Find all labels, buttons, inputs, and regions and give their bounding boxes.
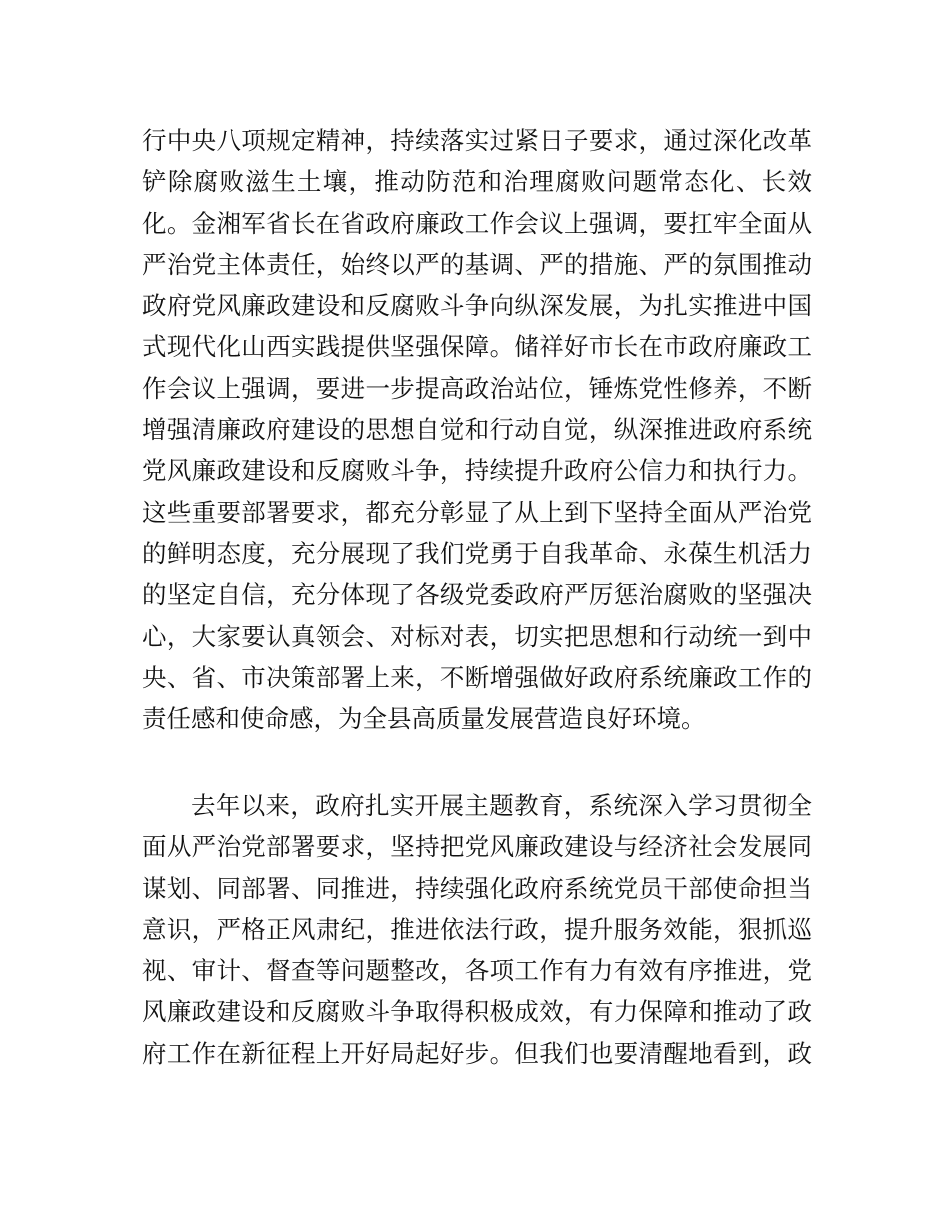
text-line: 作会议上强调，要进一步提高政治站位，锤炼党性修养，不断 (142, 373, 812, 403)
text-line: 式现代化山西实践提供坚强保障。储祥好市长在市政府廉政工 (142, 332, 812, 362)
text-line: 行中央八项规定精神，持续落实过紧日子要求，通过深化改革 (142, 126, 812, 155)
paragraph (142, 785, 812, 1074)
text-line: 政府党风廉政建设和反腐败斗争向纵深发展，为扎实推进中国 (142, 291, 812, 321)
paragraph (142, 120, 812, 739)
text-line: 视、审计、督查等问题整改，各项工作有力有效有序推进，党 (142, 956, 812, 986)
text-line: 去年以来，政府扎实开展主题教育，系统深入学习贯彻全 (191, 791, 812, 820)
text-line: 心，大家要认真领会、对标对表，切实把思想和行动统一到中 (142, 621, 812, 651)
text-line: 的坚定自信，充分体现了各级党委政府严厉惩治腐败的坚强决 (142, 580, 812, 610)
text-line: 的鲜明态度，充分展现了我们党勇于自我革命、永葆生机活力 (142, 538, 812, 568)
text-line: 意识，严格正风肃纪，推进依法行政，提升服务效能，狠抓巡 (142, 914, 812, 944)
text-line: 这些重要部署要求，都充分彰显了从上到下坚持全面从严治党 (142, 497, 812, 527)
text-line: 面从严治党部署要求，坚持把党风廉政建设与经济社会发展同 (142, 832, 812, 862)
text-line: 央、省、市决策部署上来，不断增强做好政府系统廉政工作的 (142, 662, 812, 692)
text-line: 严治党主体责任，始终以严的基调、严的措施、严的氛围推动 (142, 249, 812, 279)
text-line: 铲除腐败滋生土壤，推动防范和治理腐败问题常态化、长效 (142, 167, 812, 197)
text-line: 化。金湘军省长在省政府廉政工作会议上强调，要扛牢全面从 (142, 208, 812, 238)
text-line: 府工作在新征程上开好局起好步。但我们也要清醒地看到，政 (142, 1038, 812, 1068)
text-line: 增强清廉政府建设的思想自觉和行动自觉，纵深推进政府系统 (142, 415, 812, 445)
text-line: 责任感和使命感，为全县高质量发展营造良好环境。 (142, 704, 706, 734)
text-line: 党风廉政建设和反腐败斗争，持续提升政府公信力和执行力。 (142, 456, 812, 486)
text-line: 风廉政建设和反腐败斗争取得积极成效，有力保障和推动了政 (142, 997, 812, 1027)
text-line: 谋划、同部署、同推进，持续强化政府系统党员干部使命担当 (142, 873, 812, 903)
